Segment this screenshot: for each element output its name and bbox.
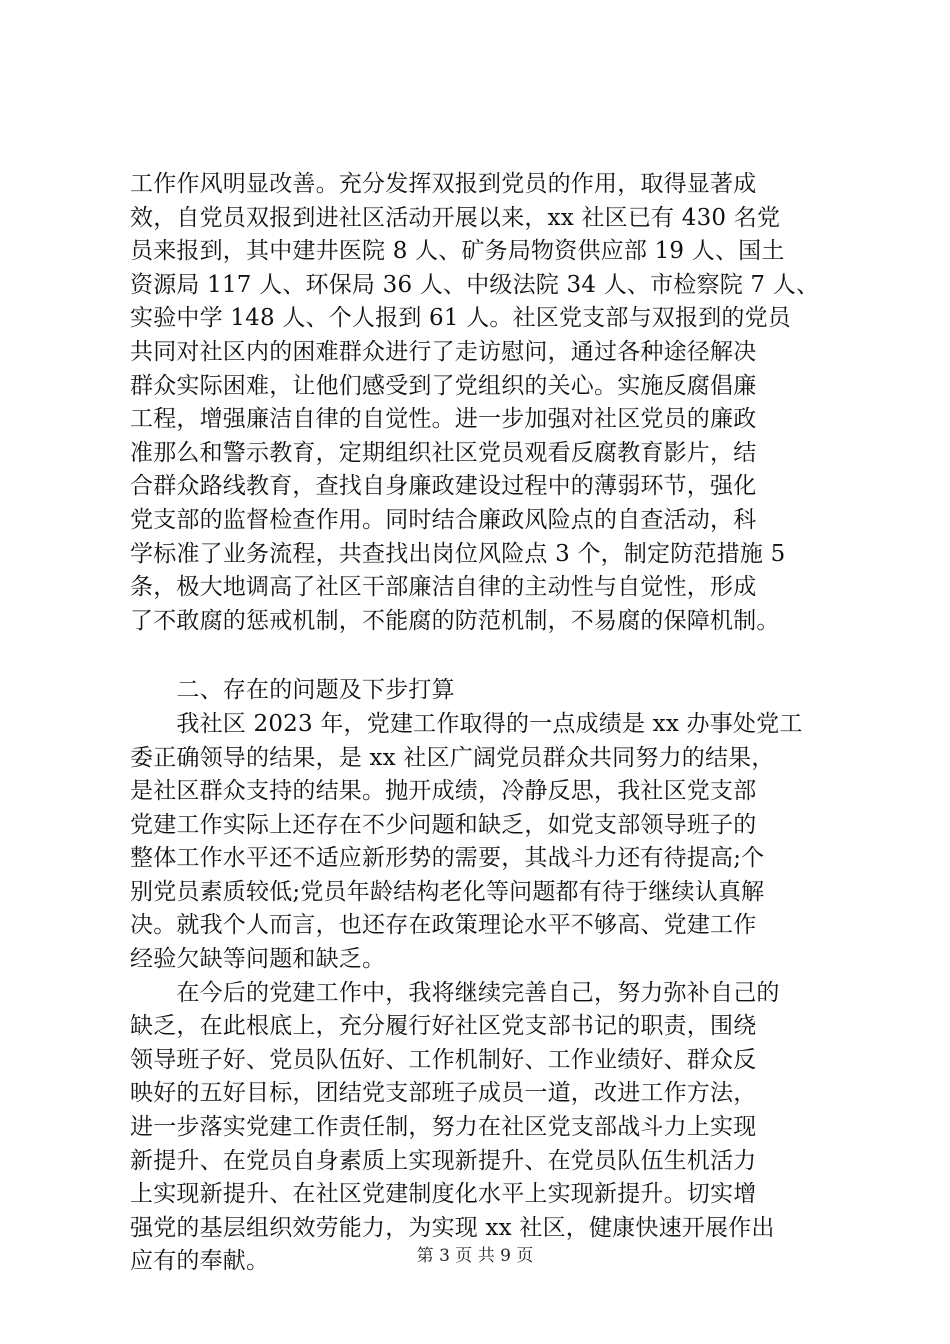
- text-line: 合群众路线教育，查找自身廉政建设过程中的薄弱环节，强化: [130, 473, 757, 500]
- text-line: 强党的基层组织效劳能力，为实现 xx 社区，健康快速开展作出: [130, 1214, 775, 1241]
- text-line: 别党员素质较低;党员年龄结构老化等问题都有待于继续认真解: [130, 878, 765, 905]
- page-number: 第 3 页 共 9 页: [416, 1246, 534, 1266]
- section-heading: 二、存在的问题及下步打算: [130, 677, 455, 704]
- text-line: 资源局 117 人、环保局 36 人、中级法院 34 人、市检察院 7 人、: [130, 271, 820, 298]
- text-line: 领导班子好、党员队伍好、工作机制好、工作业绩好、群众反: [130, 1046, 757, 1073]
- text-line: 员来报到，其中建井医院 8 人、矿务局物资供应部 19 人、国土: [130, 238, 785, 265]
- text-line: 工程，增强廉洁自律的自觉性。进一步加强对社区党员的廉政: [130, 406, 757, 433]
- text-line: 党建工作实际上还存在不少问题和缺乏，如党支部领导班子的: [130, 811, 757, 838]
- document-body: [130, 168, 850, 1279]
- text-line: 学标准了业务流程，共查找出岗位风险点 3 个，制定防范措施 5: [130, 540, 786, 567]
- text-line: 效，自党员双报到进社区活动开展以来，xx 社区已有 430 名党: [130, 204, 781, 231]
- text-line: 党支部的监督检查作用。同时结合廉政风险点的自查活动，科: [130, 506, 757, 533]
- text-line: 群众实际困难，让他们感受到了党组织的关心。实施反腐倡廉: [130, 372, 757, 399]
- text-line: 在今后的党建工作中，我将继续完善自己，努力弥补自己的: [130, 979, 780, 1006]
- text-line: 进一步落实党建工作责任制，努力在社区党支部战斗力上实现: [130, 1114, 757, 1141]
- text-line: 整体工作水平还不适应新形势的需要，其战斗力还有待提高;个: [130, 845, 765, 872]
- text-line: 是社区群众支持的结果。抛开成绩，冷静反思，我社区党支部: [130, 778, 757, 805]
- paragraph-2: [130, 708, 850, 977]
- page-footer: [0, 1244, 950, 1268]
- text-line: 共同对社区内的困难群众进行了走访慰问，通过各种途径解决: [130, 338, 757, 365]
- text-line: 实验中学 148 人、个人报到 61 人。社区党支部与双报到的党员: [130, 305, 792, 332]
- paragraph-spacer: [130, 638, 850, 674]
- paragraph-1: [130, 168, 850, 638]
- text-line: 映好的五好目标，团结党支部班子成员一道，改进工作方法，: [130, 1080, 757, 1107]
- text-line: 了不敢腐的惩戒机制，不能腐的防范机制，不易腐的保障机制。: [130, 607, 780, 634]
- text-line: 条，极大地调高了社区干部廉洁自律的主动性与自觉性，形成: [130, 574, 757, 601]
- text-line: 决。就我个人而言，也还存在政策理论水平不够高、党建工作: [130, 912, 757, 939]
- text-line: 上实现新提升、在社区党建制度化水平上实现新提升。切实增: [130, 1181, 757, 1208]
- paragraph-3: [130, 977, 850, 1279]
- text-line: 准那么和警示教育，定期组织社区党员观看反腐教育影片，结: [130, 439, 757, 466]
- text-line: 工作作风明显改善。充分发挥双报到党员的作用，取得显著成: [130, 171, 757, 197]
- text-line: 新提升、在党员自身素质上实现新提升、在党员队伍生机活力: [130, 1147, 757, 1174]
- text-line: 委正确领导的结果，是 xx 社区广阔党员群众共同努力的结果，: [130, 744, 775, 771]
- text-line: 我社区 2023 年，党建工作取得的一点成绩是 xx 办事处党工: [130, 710, 803, 737]
- text-line: 缺乏，在此根底上，充分履行好社区党支部书记的职责，围绕: [130, 1013, 757, 1040]
- text-line: 应有的奉献。: [130, 1248, 270, 1275]
- text-line: 经验欠缺等问题和缺乏。: [130, 946, 386, 973]
